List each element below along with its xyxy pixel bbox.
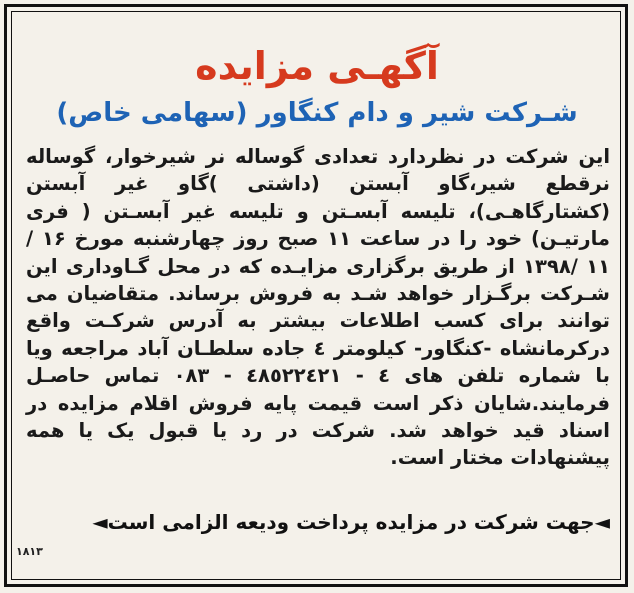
notice-title: آگهـی مزایده <box>195 44 439 88</box>
deposit-notice-text: جهت شرکت در مزایده پرداخت ودیعه الزامی است <box>107 510 595 534</box>
notice-body-text: این شرکت در نظردارد تعدادی گوساله نر شیرخوار، گوساله نرقطع شیر،گاو آبستن (داشتی )گاو غیر آبستن (کشتارگاهـی)، تلیسه آبسـتن و تلیسه غیر آبسـتن ( فری مارتیـن) خود را در ساعت ۱۱ صبح روز چهارشنبه مورخ ۱۶ /۱۱ /۱۳۹۸ از طریق برگزاری مزایـده که در محل گـاوداری این شـرکت برگـزار خواهد شـد به فروش برساند. متقاضیان می توانند برای کسب اطلاعات بیشتر به آدرس شرکـت واقع درکرمانشاه -کنگاور- کیلومتر ٤ جاده سلطـان آباد مراجعه ویا با شماره تلفن های ٤ - ٤٨٥٢٢٤٢١ - ٠٨٣ تماس حاصـل فرمایند.شایان ذکر است قیمت پایه فروش اقلام مزایده در اسناد قید خواهد شد. شرکت در رد یا قبول یک یا همه پیشنهادات مختار است. <box>26 145 610 470</box>
bullet-arrow-icon: ◄ <box>594 510 610 534</box>
notice-subtitle: شـرکت شیر و دام کنگاور (سهامی خاص) <box>56 98 578 128</box>
notice-body <box>26 143 610 472</box>
notice-code: ۱۸۱۳ <box>16 545 43 558</box>
bullet-arrow-icon-end: ◄ <box>92 510 108 534</box>
deposit-notice <box>26 510 610 534</box>
